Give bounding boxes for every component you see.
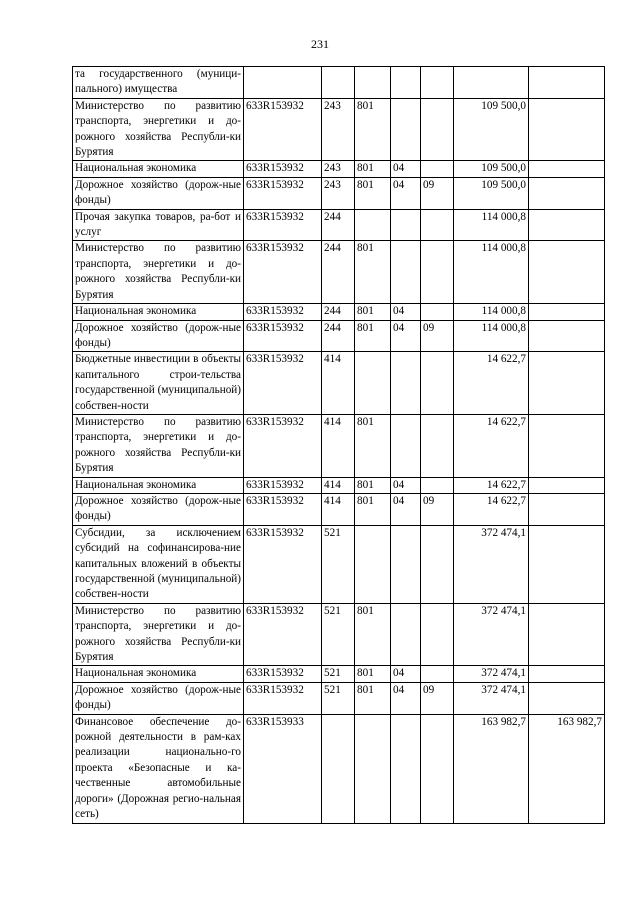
target-code-cell: 633R153932 xyxy=(244,603,322,666)
table-row xyxy=(73,352,605,415)
amount-cell: 14 622,7 xyxy=(454,414,529,477)
expense-type-cell: 244 xyxy=(322,209,355,241)
subsection-cell xyxy=(421,161,454,177)
amount-cell: 372 474,1 xyxy=(454,666,529,682)
ministry-code-cell: 801 xyxy=(355,414,391,477)
table-row xyxy=(73,67,605,99)
row-name-cell: Дорожное хозяйство (дорож-ные фонды) xyxy=(73,682,244,714)
subsection-cell xyxy=(421,98,454,161)
ministry-code-cell xyxy=(355,525,391,603)
amount-cell: 14 622,7 xyxy=(454,352,529,415)
row-name-cell: Министерство по развитию транспорта, энергетики и до-рожного хозяйства Республи-ки Бурятия xyxy=(73,241,244,304)
row-name-cell: Финансовое обеспечение до-рожной деятельности в рам-ках реализации национально-го проекта «Безопасные и ка-чественные автомобильные дороги» (Дорожная регио-нальная сеть) xyxy=(73,714,244,823)
expense-type-cell: 243 xyxy=(322,98,355,161)
ministry-code-cell: 801 xyxy=(355,320,391,352)
table-row xyxy=(73,241,605,304)
table-row xyxy=(73,414,605,477)
section-cell: 04 xyxy=(391,320,421,352)
ministry-code-cell: 801 xyxy=(355,161,391,177)
expense-type-cell: 521 xyxy=(322,603,355,666)
subsection-cell xyxy=(421,209,454,241)
target-code-cell xyxy=(244,67,322,99)
table-row xyxy=(73,98,605,161)
target-code-cell: 633R153933 xyxy=(244,714,322,823)
amount-2-cell xyxy=(529,177,605,209)
amount-2-cell xyxy=(529,682,605,714)
target-code-cell: 633R153932 xyxy=(244,493,322,525)
table-row xyxy=(73,304,605,320)
ministry-code-cell xyxy=(355,67,391,99)
section-cell xyxy=(391,414,421,477)
amount-cell: 114 000,8 xyxy=(454,209,529,241)
row-name-cell: Национальная экономика xyxy=(73,304,244,320)
subsection-cell xyxy=(421,603,454,666)
amount-2-cell xyxy=(529,209,605,241)
amount-cell: 14 622,7 xyxy=(454,477,529,493)
ministry-code-cell: 801 xyxy=(355,241,391,304)
expense-type-cell: 414 xyxy=(322,493,355,525)
expense-type-cell: 414 xyxy=(322,477,355,493)
amount-2-cell xyxy=(529,304,605,320)
ministry-code-cell: 801 xyxy=(355,304,391,320)
table-row xyxy=(73,493,605,525)
amount-cell: 372 474,1 xyxy=(454,682,529,714)
ministry-code-cell xyxy=(355,209,391,241)
table-row xyxy=(73,209,605,241)
table-body xyxy=(73,67,605,824)
subsection-cell xyxy=(421,241,454,304)
row-name-cell: Субсидии, за исключением субсидий на софинансирова-ние капитальных вложений в объекты государственной (муниципальной) собствен-ности xyxy=(73,525,244,603)
amount-2-cell xyxy=(529,477,605,493)
amount-cell: 372 474,1 xyxy=(454,603,529,666)
ministry-code-cell: 801 xyxy=(355,493,391,525)
table-row xyxy=(73,177,605,209)
table-row xyxy=(73,320,605,352)
ministry-code-cell: 801 xyxy=(355,603,391,666)
table-row xyxy=(73,714,605,823)
amount-cell: 114 000,8 xyxy=(454,304,529,320)
table-row xyxy=(73,603,605,666)
amount-2-cell xyxy=(529,525,605,603)
subsection-cell: 09 xyxy=(421,682,454,714)
subsection-cell xyxy=(421,477,454,493)
subsection-cell xyxy=(421,304,454,320)
section-cell: 04 xyxy=(391,666,421,682)
amount-cell: 114 000,8 xyxy=(454,320,529,352)
amount-2-cell xyxy=(529,414,605,477)
target-code-cell: 633R153932 xyxy=(244,98,322,161)
ministry-code-cell: 801 xyxy=(355,177,391,209)
target-code-cell: 633R153932 xyxy=(244,414,322,477)
row-name-cell: Дорожное хозяйство (дорож-ные фонды) xyxy=(73,493,244,525)
amount-2-cell xyxy=(529,161,605,177)
target-code-cell: 633R153932 xyxy=(244,304,322,320)
section-cell: 04 xyxy=(391,304,421,320)
section-cell xyxy=(391,352,421,415)
subsection-cell xyxy=(421,414,454,477)
budget-table xyxy=(72,66,605,824)
row-name-cell: Министерство по развитию транспорта, энергетики и до-рожного хозяйства Республи-ки Бурятия xyxy=(73,98,244,161)
table-row xyxy=(73,682,605,714)
expense-type-cell: 244 xyxy=(322,304,355,320)
section-cell xyxy=(391,67,421,99)
target-code-cell: 633R153932 xyxy=(244,477,322,493)
amount-cell: 109 500,0 xyxy=(454,98,529,161)
amount-cell: 372 474,1 xyxy=(454,525,529,603)
expense-type-cell: 521 xyxy=(322,666,355,682)
target-code-cell: 633R153932 xyxy=(244,525,322,603)
row-name-cell: Министерство по развитию транспорта, энергетики и до-рожного хозяйства Республи-ки Бурятия xyxy=(73,414,244,477)
target-code-cell: 633R153932 xyxy=(244,682,322,714)
row-name-cell: Дорожное хозяйство (дорож-ные фонды) xyxy=(73,177,244,209)
ministry-code-cell: 801 xyxy=(355,682,391,714)
section-cell xyxy=(391,714,421,823)
section-cell: 04 xyxy=(391,177,421,209)
amount-cell: 114 000,8 xyxy=(454,241,529,304)
section-cell xyxy=(391,209,421,241)
section-cell: 04 xyxy=(391,682,421,714)
target-code-cell: 633R153932 xyxy=(244,352,322,415)
amount-cell: 109 500,0 xyxy=(454,161,529,177)
subsection-cell xyxy=(421,67,454,99)
expense-type-cell: 521 xyxy=(322,525,355,603)
subsection-cell xyxy=(421,714,454,823)
section-cell: 04 xyxy=(391,477,421,493)
subsection-cell xyxy=(421,666,454,682)
expense-type-cell: 244 xyxy=(322,241,355,304)
table-row xyxy=(73,161,605,177)
expense-type-cell xyxy=(322,714,355,823)
subsection-cell xyxy=(421,352,454,415)
row-name-cell: Национальная экономика xyxy=(73,666,244,682)
expense-type-cell: 521 xyxy=(322,682,355,714)
section-cell xyxy=(391,98,421,161)
ministry-code-cell: 801 xyxy=(355,98,391,161)
expense-type-cell: 414 xyxy=(322,352,355,415)
row-name-cell: Национальная экономика xyxy=(73,477,244,493)
amount-2-cell xyxy=(529,320,605,352)
amount-2-cell xyxy=(529,666,605,682)
target-code-cell: 633R153932 xyxy=(244,320,322,352)
target-code-cell: 633R153932 xyxy=(244,209,322,241)
ministry-code-cell: 801 xyxy=(355,666,391,682)
amount-cell: 14 622,7 xyxy=(454,493,529,525)
amount-cell: 109 500,0 xyxy=(454,177,529,209)
target-code-cell: 633R153932 xyxy=(244,177,322,209)
subsection-cell: 09 xyxy=(421,177,454,209)
target-code-cell: 633R153932 xyxy=(244,241,322,304)
table-row xyxy=(73,477,605,493)
ministry-code-cell xyxy=(355,352,391,415)
row-name-cell: Министерство по развитию транспорта, энергетики и до-рожного хозяйства Республи-ки Бурятия xyxy=(73,603,244,666)
amount-2-cell xyxy=(529,352,605,415)
row-name-cell: та государственного (муници-пального) имущества xyxy=(73,67,244,99)
expense-type-cell: 243 xyxy=(322,177,355,209)
amount-2-cell xyxy=(529,241,605,304)
section-cell: 04 xyxy=(391,161,421,177)
page-number: 231 xyxy=(311,37,329,51)
subsection-cell: 09 xyxy=(421,493,454,525)
amount-2-cell xyxy=(529,603,605,666)
row-name-cell: Национальная экономика xyxy=(73,161,244,177)
section-cell: 04 xyxy=(391,493,421,525)
amount-2-cell xyxy=(529,493,605,525)
row-name-cell: Дорожное хозяйство (дорож-ные фонды) xyxy=(73,320,244,352)
ministry-code-cell xyxy=(355,714,391,823)
amount-cell: 163 982,7 xyxy=(454,714,529,823)
target-code-cell: 633R153932 xyxy=(244,161,322,177)
expense-type-cell xyxy=(322,67,355,99)
expense-type-cell: 243 xyxy=(322,161,355,177)
row-name-cell: Прочая закупка товаров, ра-бот и услуг xyxy=(73,209,244,241)
expense-type-cell: 414 xyxy=(322,414,355,477)
section-cell xyxy=(391,525,421,603)
subsection-cell: 09 xyxy=(421,320,454,352)
expense-type-cell: 244 xyxy=(322,320,355,352)
ministry-code-cell: 801 xyxy=(355,477,391,493)
table-row xyxy=(73,525,605,603)
amount-2-cell: 163 982,7 xyxy=(529,714,605,823)
target-code-cell: 633R153932 xyxy=(244,666,322,682)
amount-2-cell xyxy=(529,67,605,99)
amount-cell xyxy=(454,67,529,99)
section-cell xyxy=(391,603,421,666)
section-cell xyxy=(391,241,421,304)
subsection-cell xyxy=(421,525,454,603)
row-name-cell: Бюджетные инвестиции в объекты капитального строи-тельства государственной (муниципальной) собствен-ности xyxy=(73,352,244,415)
table-row xyxy=(73,666,605,682)
amount-2-cell xyxy=(529,98,605,161)
